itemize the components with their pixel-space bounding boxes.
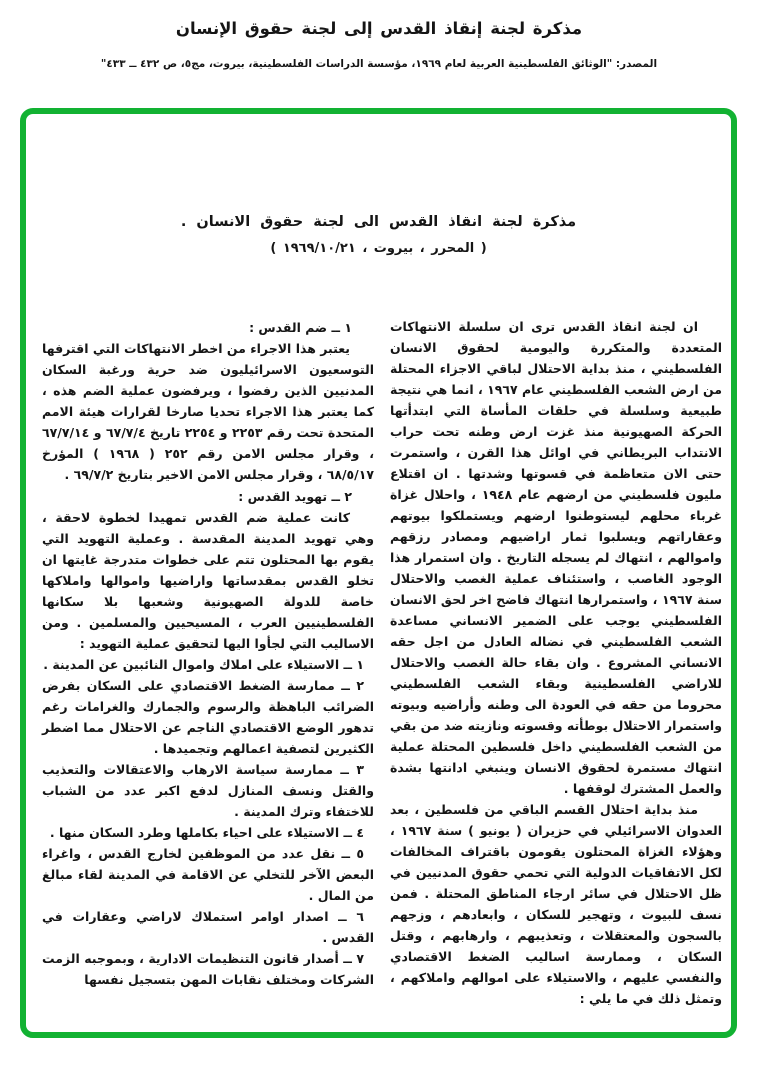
- list-item: ١ ــ الاستيلاء على املاك واموال النائبين عن المدينة .: [43, 657, 364, 672]
- column-right: [390, 316, 722, 1009]
- section-heading-annexation: ١ ــ ضم القدس :: [249, 320, 352, 335]
- column-left: [42, 316, 374, 1009]
- source-citation: المصدر: "الوثائق الفلسطينية العربية لعام ١٩٦٩، مؤسسة الدراسات الفلسطينية، بيروت، مج٥، ص ٤٣٢ ــ ٤٣٣": [100, 58, 658, 70]
- page-title: مذكرة لجنة إنقاذ القدس إلى لجنة حقوق الإنسان: [175, 19, 583, 38]
- section-heading-judaization: ٢ ــ تهويد القدس :: [238, 489, 352, 504]
- memo-dateline: ( المحرر ، بيروت ، ١٩٦٩/١٠/٢١ ): [270, 241, 487, 256]
- paragraph-intro: ان لجنة انقاذ القدس ترى ان سلسلة الانتهاكات المتعددة والمتكررة واليومية لحقوق الانسان الفلسطيني ، منذ بداية الاحتلال لباقي الاجزاء المحتلة من ارض الشعب الفلسطيني عام ١٩٦٧ ، انما هي نتيجة طبيعية وسلسلة في حلقات المأساة التي ابتدأتها الحركة الصهيونية منذ غزت ارض وطنه تحت حراب الانتداب البريطاني في اوائل هذا القرن ، واستمرت حتى الان متعاظمة في قسوتها وشدتها . ان اقتلاع مليون فلسطيني من ارضهم عام ١٩٤٨ ، واحلال غزاة غرباء محلهم ليستوطنوا ارضهم ويستملكوا بيوتهم وعقاراتهم ويسلبوا ثمار اراضيهم ومصادر رزقهم واموالهم ، انتهاك لم يسجله التاريخ . وان استمرار هذا الوجود الغاصب ، واستئناف عملية الغصب والاحتلال سنة ١٩٦٧ ، واستمرارها انتهاك فاضح اخر لحق الانسان الفلسطيني يوجب على الضمير الانساني مساعدة الشعب الفلسطيني في نضاله العادل من اجل حقه الانساني المشروع . وان بقاء حالة الغصب والاحتلال للاراضي الفلسطينية وبقاء الشعب الفلسطيني محروما من حقه في العودة الى وطنه وأراضيه وبيوته واستمرار الاحتلال بوطأته وقسوته ونازيته ضد من بقي من الشعب الفلسطيني داخل فلسطين المحتلة عملية انتهاك مستمرة لحقوق الانسان وينبغي ادانتها بشدة والعمل المشترك لوقفها .: [389, 319, 723, 796]
- list-item: ٥ ــ نقل عدد من الموظفين لخارج القدس ، واغراء البعض الآخر للتخلي عن الاقامة في المدينة لقاء مبالغ من المال .: [42, 846, 374, 903]
- paragraph-violations: منذ بداية احتلال القسم الباقي من فلسطين ، بعد العدوان الاسرائيلي في حزيران ( يونيو ) سنة ١٩٦٧ ، وهؤلاء الغزاة المحتلون يقومون باقتراف المخالفات لكل الاتفاقيات الدولية التي تحمي حقوق المدنيين في ظل الاحتلال في سائر ارجاء المناطق المحتلة . فمن نسف للبيوت ، وتهجير للسكان ، وابعادهم ، وزجهم بالسجون والمعتقلات ، وتعذيبهم ، وارهابهم ، وقتل السكان ، وممارسة اساليب الضغط الاقتصادي والنفسي عليهم ، والاستيلاء على اموالهم واملاكهم ، وتمثل ذلك في ما يلي :: [390, 802, 722, 1006]
- list-item: ٢ ــ ممارسة الضغط الاقتصادي على السكان بفرض الضرائب الباهظة والرسوم والجمارك والغرامات رغم تدهور الوضع الاقتصادي الناجم عن الاحتلال مما اضطر الكثيرين لتصفية اعمالهم وتجميدها .: [42, 678, 374, 756]
- green-frame: [20, 108, 737, 1038]
- memo-body: [42, 316, 722, 1009]
- section-paragraph-annexation: يعتبر هذا الاجراء من اخطر الانتهاكات التي اقترفها التوسعيون الاسرائيليون ضد حرية ورغبة السكان المدنيين الذين رفضوا ، ويرفضون عملية الضم هذه ، كما يعتبر هذا الاجراء تحديا صارخا لقرارات هيئة الامم المتحدة تحت رقم ٢٢٥٣ و ٢٢٥٤ تاريخ ٦٧/٧/٤ و ٦٧/٧/١٤ ، وقرار مجلس الامن رقم ٢٥٢ ( ١٩٦٨ ) المؤرخ ٦٨/٥/١٧ ، وقرار مجلس الامن الاخير بتاريخ ٦٩/٧/٢ .: [42, 341, 374, 482]
- list-item: ٧ ــ أصدار قانون التنظيمات الادارية ، وبموجبه الزمت الشركات ومختلف نقابات المهن بتسجيل نفسها: [42, 951, 374, 987]
- list-item: ٤ ــ الاستيلاء على احياء بكاملها وطرد السكان منها .: [49, 825, 364, 840]
- section-paragraph-judaization: كانت عملية ضم القدس تمهيدا لخطوة لاحقة ، وهي تهويد المدينة المقدسة . وعملية التهويد التي يقوم بها المحتلون تتم على خطوات متدرجة غايتها ان تخلو القدس بمقدساتها واراضيها واموالها واملاكها خاصة للدولة الصهيونية وشعبها بلا سكانها الفلسطينيين العرب ، المسيحيين والمسلمين . ومن الاساليب التي لجأوا اليها لتحقيق عملية التهويد :: [42, 510, 374, 651]
- memo-title: مذكرة لجنة انقاذ القدس الى لجنة حقوق الانسان .: [180, 214, 577, 230]
- list-item: ٦ ــ اصدار اوامر استملاك لاراضي وعقارات في القدس .: [42, 909, 374, 945]
- list-item: ٣ ــ ممارسة سياسة الارهاب والاعتقالات والتعذيب والقتل ونسف المنازل لدفع اكبر عدد من الشباب للاختفاء وترك المدينة .: [42, 762, 374, 819]
